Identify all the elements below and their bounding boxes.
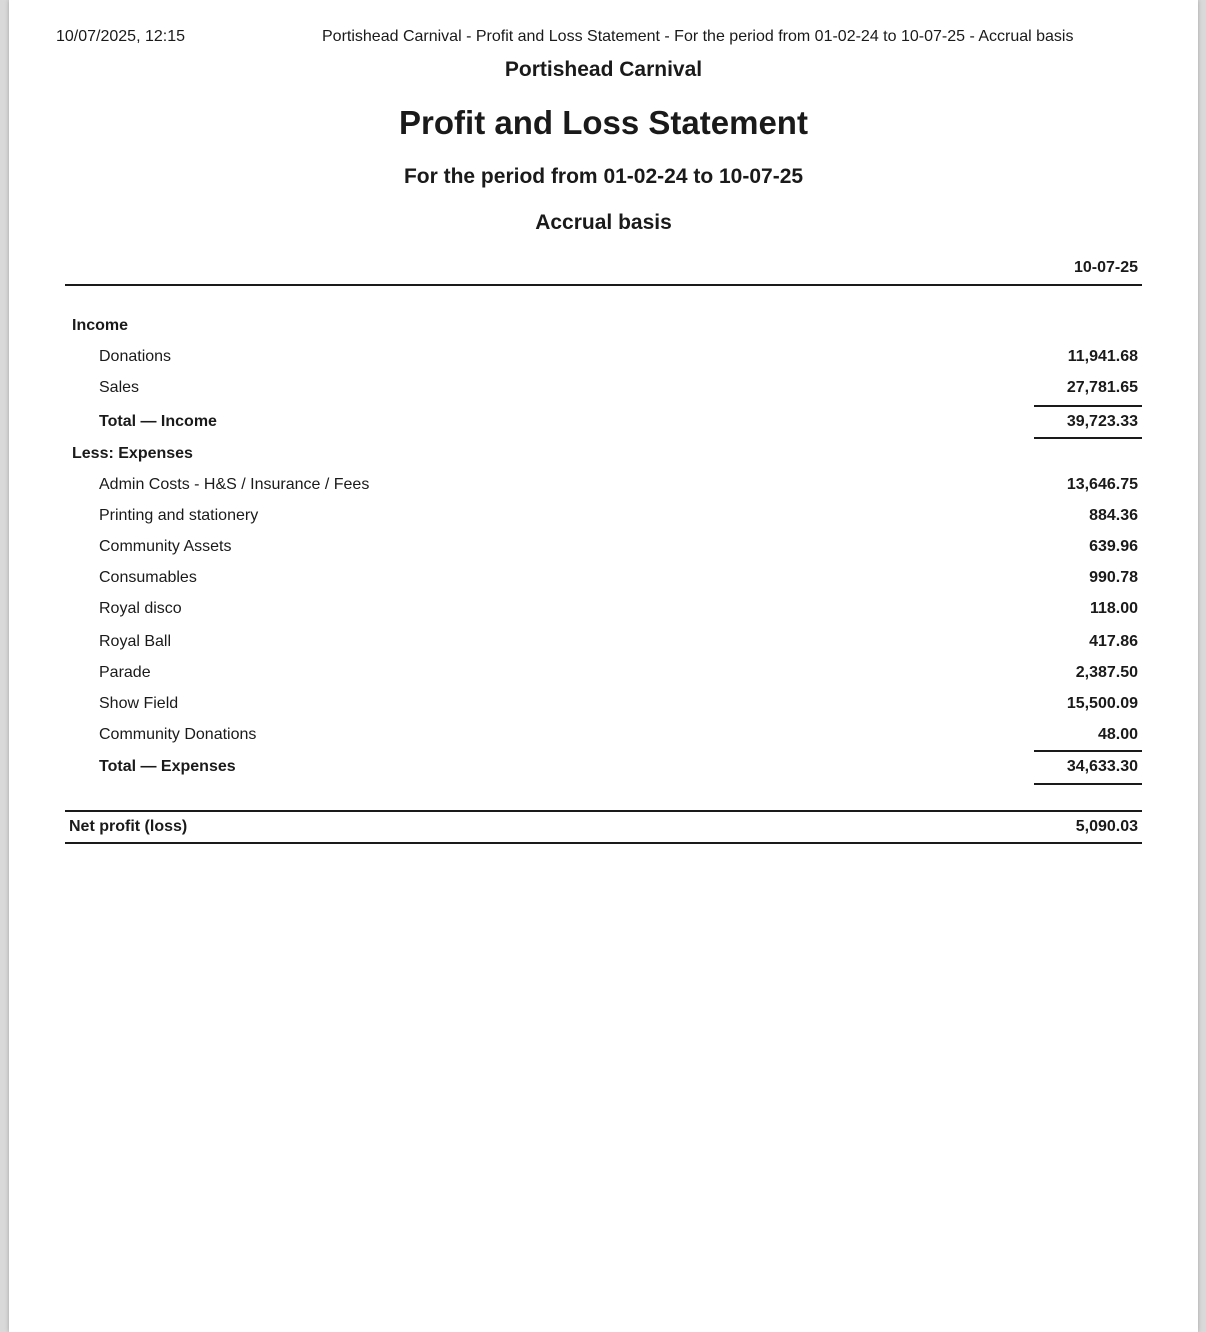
section-label: Less: Expenses xyxy=(72,445,193,462)
expense-row-printing xyxy=(65,507,1142,529)
row-amount: 11,941.68 xyxy=(1067,348,1138,365)
row-label: Royal disco xyxy=(99,600,182,617)
row-label: Royal Ball xyxy=(99,633,172,650)
row-amount: 417.86 xyxy=(1089,633,1138,650)
net-amount: 5,090.03 xyxy=(1075,818,1138,835)
row-amount: 639.96 xyxy=(1089,538,1138,555)
expense-row-royal-disco xyxy=(65,600,1142,622)
expense-row-community-assets xyxy=(65,538,1142,560)
total-label: Total — Expenses xyxy=(99,758,236,775)
expenses-section-heading xyxy=(65,445,1142,467)
header-divider xyxy=(65,284,1142,286)
net-bottom-rule xyxy=(65,842,1142,844)
print-title: Portishead Carnival - Profit and Loss Statement - For the period from 01-02-24 to 10-07-25 - Accrual basis xyxy=(322,28,1074,45)
row-amount: 15,500.09 xyxy=(1066,695,1138,712)
expense-row-royal-ball xyxy=(65,633,1142,655)
expense-row-consumables xyxy=(65,569,1142,591)
total-label: Total — Income xyxy=(99,413,217,430)
section-label: Income xyxy=(72,317,129,334)
income-subtotal-rule xyxy=(1034,405,1142,407)
total-amount: 34,633.30 xyxy=(1066,758,1138,775)
expense-row-admin-costs xyxy=(65,476,1142,498)
row-amount: 990.78 xyxy=(1089,569,1138,586)
column-header-date: 10-07-25 xyxy=(1073,259,1138,276)
row-label: Admin Costs - H&S / Insurance / Fees xyxy=(99,476,370,493)
row-label: Parade xyxy=(99,664,151,681)
report-period: For the period from 01-02-24 to 10-07-25 xyxy=(403,165,804,188)
row-amount: 13,646.75 xyxy=(1066,476,1138,493)
income-total-row xyxy=(65,413,1142,435)
row-amount: 2,387.50 xyxy=(1075,664,1138,681)
row-label: Donations xyxy=(99,348,172,365)
expense-row-show-field xyxy=(65,695,1142,717)
organization-name: Portishead Carnival xyxy=(504,58,703,81)
report-page xyxy=(9,0,1198,1332)
row-label: Community Assets xyxy=(99,538,232,555)
net-label: Net profit (loss) xyxy=(69,818,188,835)
income-total-rule xyxy=(1034,437,1142,439)
row-label: Sales xyxy=(99,379,140,396)
expenses-subtotal-rule xyxy=(1034,750,1142,752)
expenses-total-rule xyxy=(1034,783,1142,785)
row-amount: 884.36 xyxy=(1089,507,1138,524)
print-header xyxy=(9,28,1198,48)
net-profit-row xyxy=(65,818,1142,840)
row-label: Consumables xyxy=(99,569,197,586)
row-label: Printing and stationery xyxy=(99,507,259,524)
row-label: Show Field xyxy=(99,695,179,712)
income-row-sales xyxy=(65,379,1142,401)
report-basis: Accrual basis xyxy=(535,211,672,234)
total-amount: 39,723.33 xyxy=(1066,413,1138,430)
net-top-rule xyxy=(65,810,1142,812)
row-label: Community Donations xyxy=(99,726,257,743)
row-amount: 48.00 xyxy=(1097,726,1138,743)
expense-row-community-donations xyxy=(65,726,1142,748)
report-title: Profit and Loss Statement xyxy=(399,104,808,141)
row-amount: 118.00 xyxy=(1089,600,1138,617)
row-amount: 27,781.65 xyxy=(1066,379,1138,396)
income-row-donations xyxy=(65,348,1142,370)
print-datetime: 10/07/2025, 12:15 xyxy=(56,28,186,45)
expenses-total-row xyxy=(65,758,1142,780)
expense-row-parade xyxy=(65,664,1142,686)
income-section-heading xyxy=(65,317,1142,339)
